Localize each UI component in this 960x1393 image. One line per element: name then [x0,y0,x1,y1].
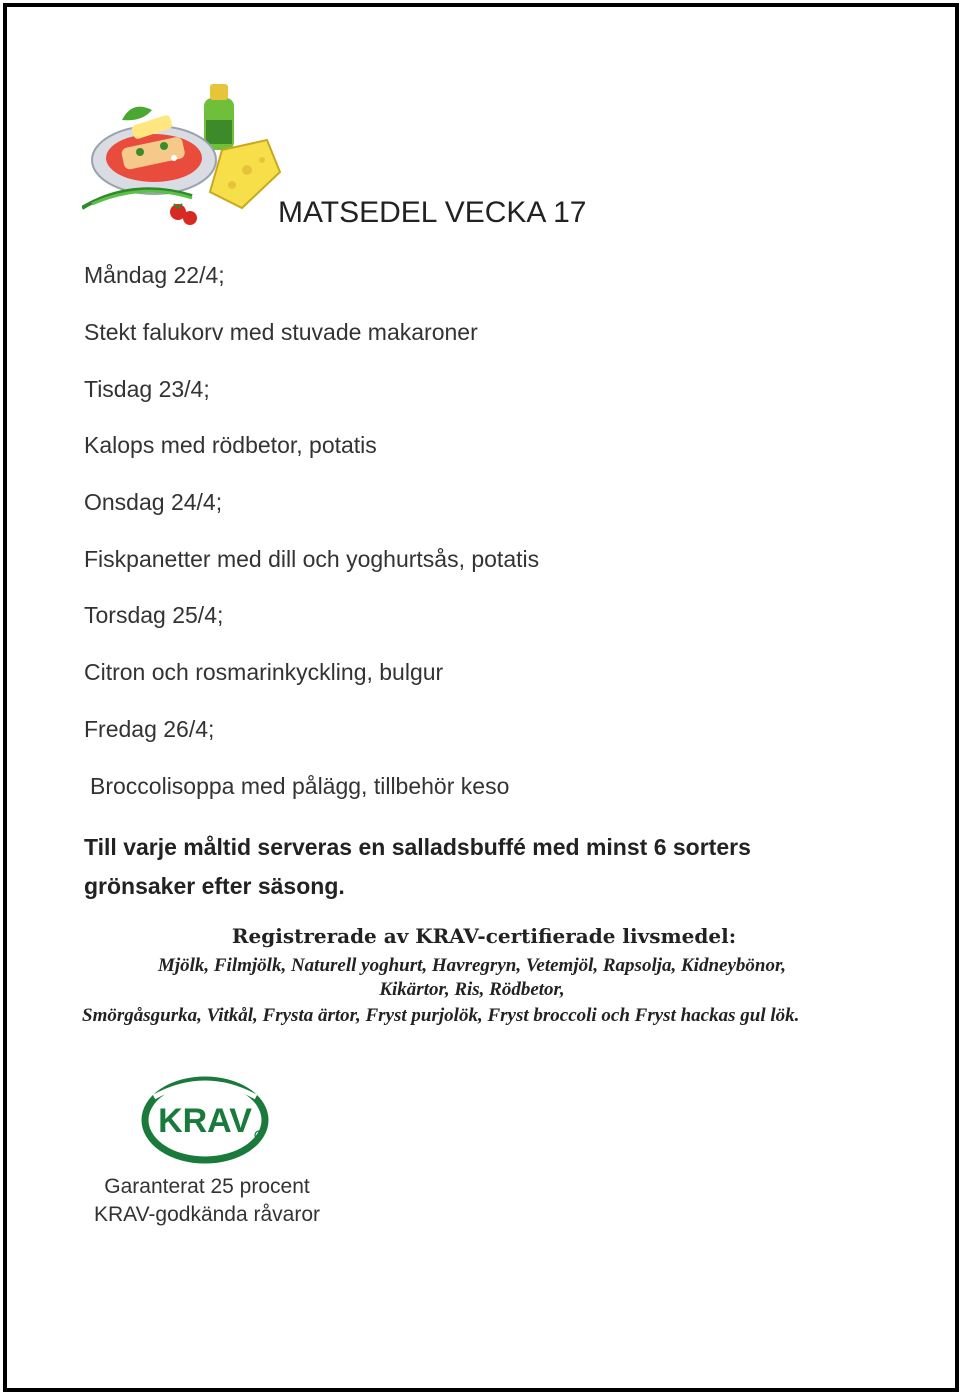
menu-day-tuesday: Tisdag 23/4; [84,376,210,402]
menu-dish-friday: Broccolisoppa med pålägg, tillbehör keso [90,773,510,799]
food-plate-cheese-bottle-icon [82,80,282,230]
krav-items-list [82,954,862,1030]
menu-day-wednesday: Onsdag 24/4; [84,489,223,515]
krav-items-line: Mjölk, Filmjölk, Naturell yoghurt, Havregryn, Vetemjöl, Rapsolja, Kidneybönor, [157,955,787,976]
menu-day-monday: Måndag 22/4; [84,262,225,288]
menu-dish-thursday: Citron och rosmarinkyckling, bulgur [84,659,444,685]
menu-day-friday: Fredag 26/4; [84,716,215,742]
menu-day-thursday: Torsdag 25/4; [84,602,224,628]
salad-buffet-note: Till varje måltid serveras en salladsbuffé med minst 6 sorters grönsaker efter säsong. [84,834,751,899]
krav-tagline-2: KRAV-godkända råvaror [93,1203,321,1226]
krav-logo-icon [140,1075,270,1165]
menu-dish-wednesday: Fiskpanetter med dill och yoghurtsås, potatis [84,546,540,572]
menu-dish-tuesday: Kalops med rödbetor, potatis [84,432,377,458]
krav-logo-text: KRAV [158,1102,252,1140]
krav-tagline-1: Garanterat 25 procent [104,1175,310,1198]
krav-logo [82,1075,332,1235]
menu-dish-monday: Stekt falukorv med stuvade makaroner [84,319,478,345]
page-title: MATSEDEL VECKA 17 [278,196,587,229]
krav-heading: Registrerade av KRAV-certifierade livsmedel: [231,924,737,948]
krav-items-line: Smörgåsgurka, Vitkål, Frysta ärtor, Fryst purjolök, Fryst broccoli och Fryst hackas gul lök. [82,1005,800,1026]
krav-items-line: Kikärtor, Ris, Rödbetor, [379,979,565,1000]
